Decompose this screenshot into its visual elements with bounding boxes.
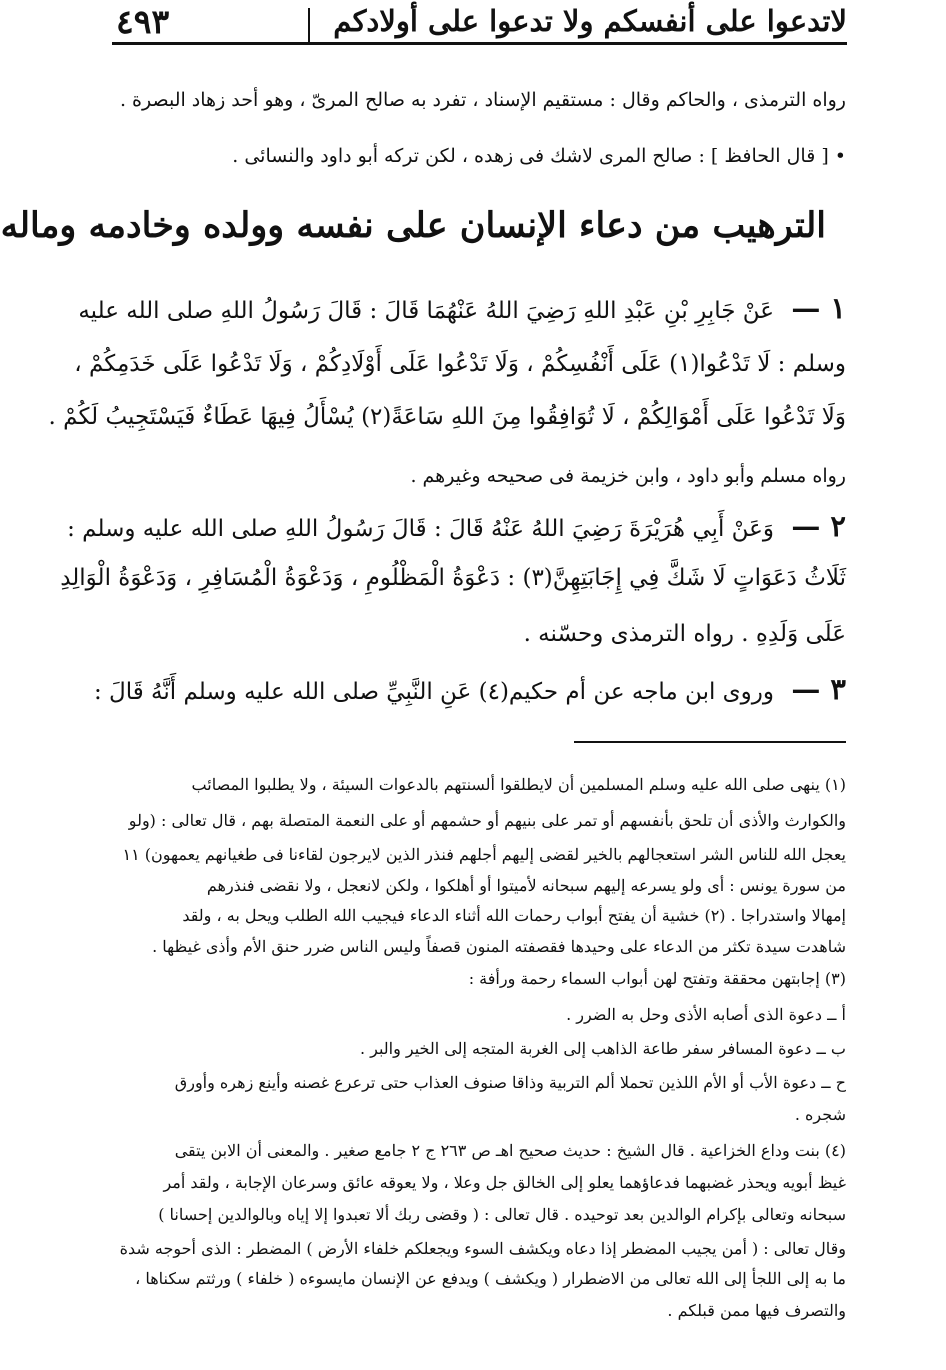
hadith-number: ١ — — [791, 291, 846, 325]
footnote-line: شاهدت سيدة تكثر من الدعاء على وحيدها فقصفته المنون قصفاً وليس الناس ضرر حنق الأم وأذى غيظها . — [152, 937, 846, 956]
footnote-line: إمهالا واستدراجا . (٢) خشية أن يفتح أبواب رحمات الله أثناء الدعاء فيجيب الله الطلب ويحل به ، ولقد — [182, 906, 846, 925]
footnote-line: والتصرف فيها ممن قبلكم . — [667, 1301, 846, 1320]
footnote-line: ح ــ دعوة الأب أو الأم اللذين تحملا ألم التربية وذاقا صنوف العذاب حتى ترعرع غصنه وأينع زهره وأورق — [174, 1073, 846, 1092]
footnote-line: سبحانه وتعالى بإكرام الوالدين بعد توحيده . قال تعالى : ( وقضى ربك ألا تعبدوا إلا إياه وبالوالدين إحسانا ) — [158, 1205, 846, 1224]
footnote-line: (٣) إجابتهن محققة وتفتح لهن أبواب السماء رحمة ورأفة : — [468, 969, 846, 988]
hadith-line — [86, 673, 846, 706]
page-header — [112, 2, 847, 45]
hadith-line: وَلَا تَدْعُوا عَلَى أَمْوَالِكُمْ ، لَا تُوَافِقُوا مِنَ اللهِ سَاعَةً(٢) يُسْأَلُ فِيهَا عَطَاءٌ فَيَسْتَجِيبُ لَكُمْ . — [48, 404, 846, 430]
footnote-line: يعجل الله للناس الشر استعجالهم بالخير لقضى إليهم أجلهم فنذر الذين لايرجون لقاءنا فى طغيانهم يعمهون) ١١ — [122, 845, 846, 864]
hadith-line: وسلم : لَا تَدْعُوا(١) عَلَى أَنْفُسِكُمْ ، وَلَا تَدْعُوا عَلَى أَوْلَادِكُمْ ، وَلَا تَدْعُوا عَلَى خَدَمِكُمْ ، — [74, 351, 846, 377]
header-divider — [308, 8, 310, 44]
hadith-line: عَلَى وَلَدِهِ . رواه الترمذى وحسّنه . — [523, 621, 846, 647]
hadith-text: عَنْ جَابِرِ بْنِ عَبْدِ اللهِ رَضِيَ اللهُ عَنْهُمَا قَالَ : قَالَ رَسُولُ اللهِ صلى الله عليه — [78, 298, 774, 324]
footnote-line: ما به إلى اللجأ إلى الله تعالى من الاضطرار ( ويكشف ) ويدفع عن الإنسان مايسوءه ( خلفاء ) ورثتم سكناها ، — [135, 1269, 846, 1288]
footnote-line: غيظ أبويه ويحذر غضبهما فدعاؤهما يعلو إلى الخالق جل وعلا ، ولا يعوقه عائق وسرعان الإجابة ، ولقد أمر — [163, 1173, 846, 1192]
footnote-line: والكوارث والأذى أن تلحق بأنفسهم أو تمر على بنيهم أو حشمهم أو على النعمة المتصلة بهم ، قال تعالى : (ولو — [128, 811, 846, 830]
intro-line: رواه الترمذى ، والحاكم وقال : مستقيم الإسناد ، تفرد به صالح المرىّ ، وهو أحد زهاد البصرة . — [119, 89, 846, 111]
section-title: الترهيب من دعاء الإنسان على نفسه وولده وخادمه وماله — [0, 205, 826, 246]
footnote-line: (١) ينهى صلى الله عليه وسلم المسلمين أن لايطلقوا ألسنتهم بالدعوات السيئة ، ولا يطلبوا المصائب — [191, 775, 846, 794]
footnote-line: شجره . — [794, 1105, 846, 1124]
hadith-number: ٢ — — [791, 509, 846, 543]
footnote-line: من سورة يونس : أى ولو يسرعه إليهم سبحانه لأميتوا أو أهلكوا ، ولكن لانعجل ، ولا نقضى فنذرهم — [206, 876, 846, 895]
intro-line: • [ قال الحافظ ] : صالح المرى لاشك فى زهده ، لكن تركه أبو داود والنسائى . — [232, 145, 846, 167]
running-title: لاتدعوا على أنفسكم ولا تدعوا على أولادكم — [333, 4, 847, 38]
hadith-line: ثَلَاثُ دَعَوَاتٍ لَا شَكَّ فِي إِجَابَتِهِنَّ(٣) : دَعْوَةُ الْمَظْلُومِ ، وَدَعْوَةُ الْمُسَافِرِ ، وَدَعْوَةُ الْوَالِدِ — [60, 565, 846, 591]
footnote-line: أ ــ دعوة الذى أصابه الأذى وحل به الضرر . — [566, 1005, 846, 1024]
footnote-line: وقال تعالى : ( أمن يجيب المضطر إذا دعاه ويكشف السوء ويجعلكم خلفاء الأرض ) المضطر : الذى أحوجه شدة — [119, 1239, 846, 1258]
hadith-line — [78, 291, 846, 325]
hadith-number: ٣ — — [791, 672, 846, 706]
hadith-text: وَعَنْ أَبِي هُرَيْرَةَ رَضِيَ اللهُ عَنْهُ قَالَ : قَالَ رَسُولُ اللهِ صلى الله عليه وسلم : — [67, 516, 774, 542]
page-number: ٤٩٣ — [116, 2, 170, 41]
footnote-line: ب ــ دعوة المسافر سفر طاعة الذاهب إلى الغربة المتجه إلى الخير والبر . — [359, 1039, 846, 1058]
hadith-source: رواه مسلم وأبو داود ، وابن خزيمة فى صحيحه وغيرهم . — [410, 465, 846, 487]
hadith-text: وروى ابن ماجه عن أم حكيم(٤) عَنِ النَّبِيِّ صلى الله عليه وسلم أَنَّهُ قَالَ : — [93, 679, 774, 705]
hadith-line — [67, 509, 846, 543]
footnote-divider — [574, 741, 846, 743]
footnote-line: (٤) بنت وداع الخزاعية . قال الشيخ : حديث صحيح اهـ ص ٢٦٣ ج ٢ جامع صغير . والمعنى أن الابن يتقى — [174, 1141, 846, 1160]
